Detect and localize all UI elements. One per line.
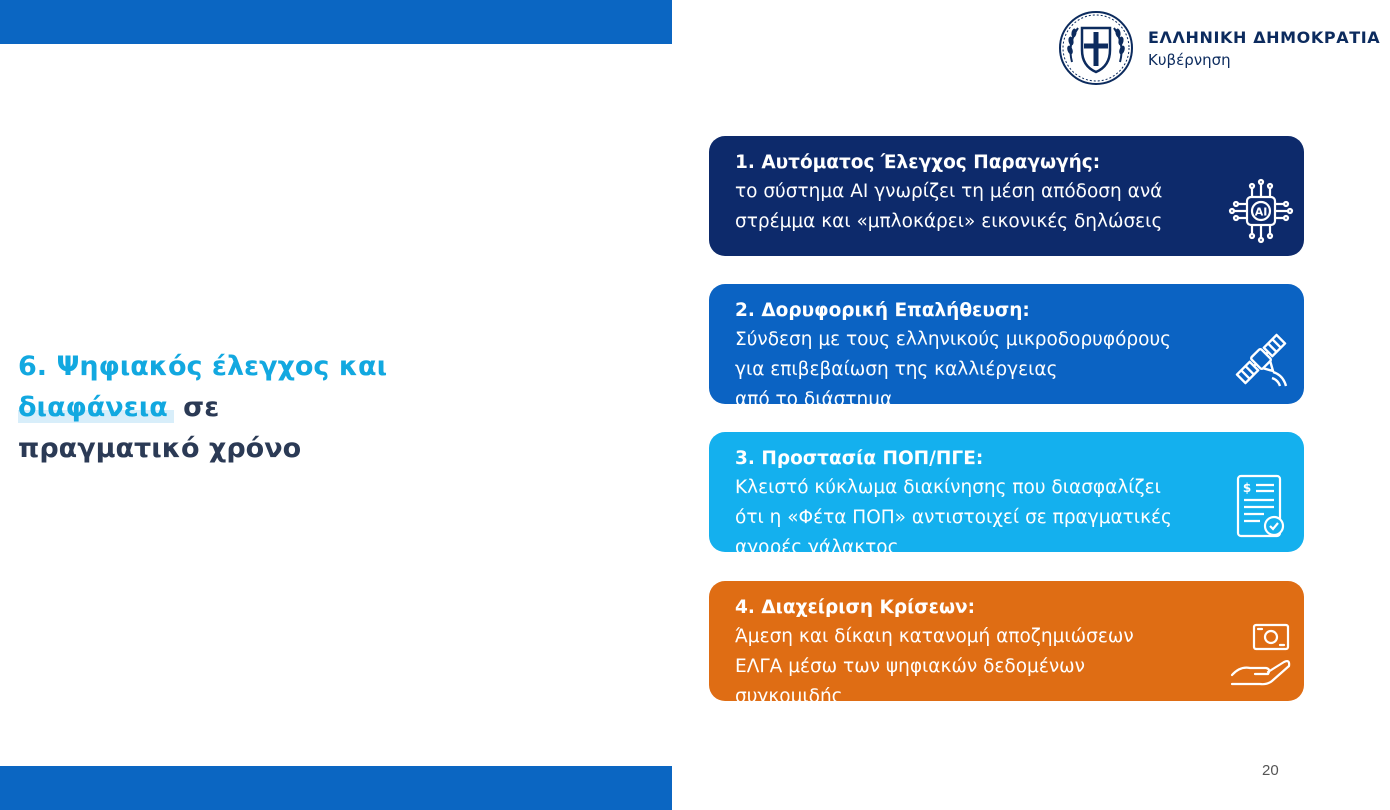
title-line-3: πραγματικό χρόνο <box>18 433 302 464</box>
card-heading: 2. Δορυφορική Επαλήθευση: <box>735 300 1030 321</box>
card-text-line: ΕΛΓΑ μέσω των ψηφιακών δεδομένων <box>735 656 1085 677</box>
ai-chip-icon <box>1228 176 1294 246</box>
card-text-line: στρέμμα και «μπλοκάρει» εικονικές δηλώσεις <box>735 211 1163 232</box>
bottom-accent-bar <box>0 766 672 810</box>
card-heading: 3. Προστασία ΠΟΠ/ΠΓΕ: <box>735 448 984 469</box>
card-text-line: ότι η «Φέτα ΠΟΠ» αντιστοιχεί σε πραγματικές <box>735 507 1172 528</box>
top-accent-bar <box>0 0 672 44</box>
republic-name: ΕΛΛΗΝΙΚΗ ΔΗΜΟΚΡΑΤΙΑ <box>1148 27 1381 47</box>
card-text-line: για επιβεβαίωση της καλλιέργειας <box>735 359 1058 380</box>
title-line-2-rest: σε <box>173 392 220 423</box>
svg-text:$: $ <box>1242 481 1252 495</box>
card-heading: 4. Διαχείριση Κρίσεων: <box>735 597 976 618</box>
ai-chip-label: AI <box>1254 205 1268 219</box>
slide-title <box>18 346 387 469</box>
title-highlight: διαφάνεια <box>18 392 174 423</box>
card-text-line: Σύνδεση με τους ελληνικούς μικροδορυφόρους <box>735 329 1172 350</box>
card-production-control <box>709 136 1304 256</box>
hellenic-emblem-icon <box>1058 10 1134 86</box>
card-text-line: από το διάστημα <box>735 389 893 410</box>
card-text-line: αγορές γάλακτος <box>735 537 899 558</box>
satellite-icon <box>1228 324 1294 394</box>
certificate-document-icon <box>1228 472 1294 542</box>
card-heading: 1. Αυτόματος Έλεγχος Παραγωγής: <box>735 152 1101 173</box>
card-text-line: Κλειστό κύκλωμα διακίνησης που διασφαλίζει <box>735 477 1161 498</box>
government-header <box>1058 10 1388 86</box>
card-text-line: συγκομιδής <box>735 686 843 707</box>
card-crisis-management <box>709 581 1304 707</box>
card-text-line: Άμεση και δίκαιη κατανομή αποζημιώσεων <box>735 626 1134 647</box>
card-pdo-protection <box>709 432 1304 558</box>
title-line-1: 6. Ψηφιακός έλεγχος και <box>18 351 388 382</box>
money-hand-icon <box>1228 621 1294 691</box>
page-number: 20 <box>1262 762 1279 779</box>
card-text-line: το σύστημα AI γνωρίζει τη μέση απόδοση ανά <box>735 181 1163 202</box>
card-satellite-verification <box>709 284 1304 410</box>
government-name: Κυβέρνηση <box>1148 50 1231 69</box>
